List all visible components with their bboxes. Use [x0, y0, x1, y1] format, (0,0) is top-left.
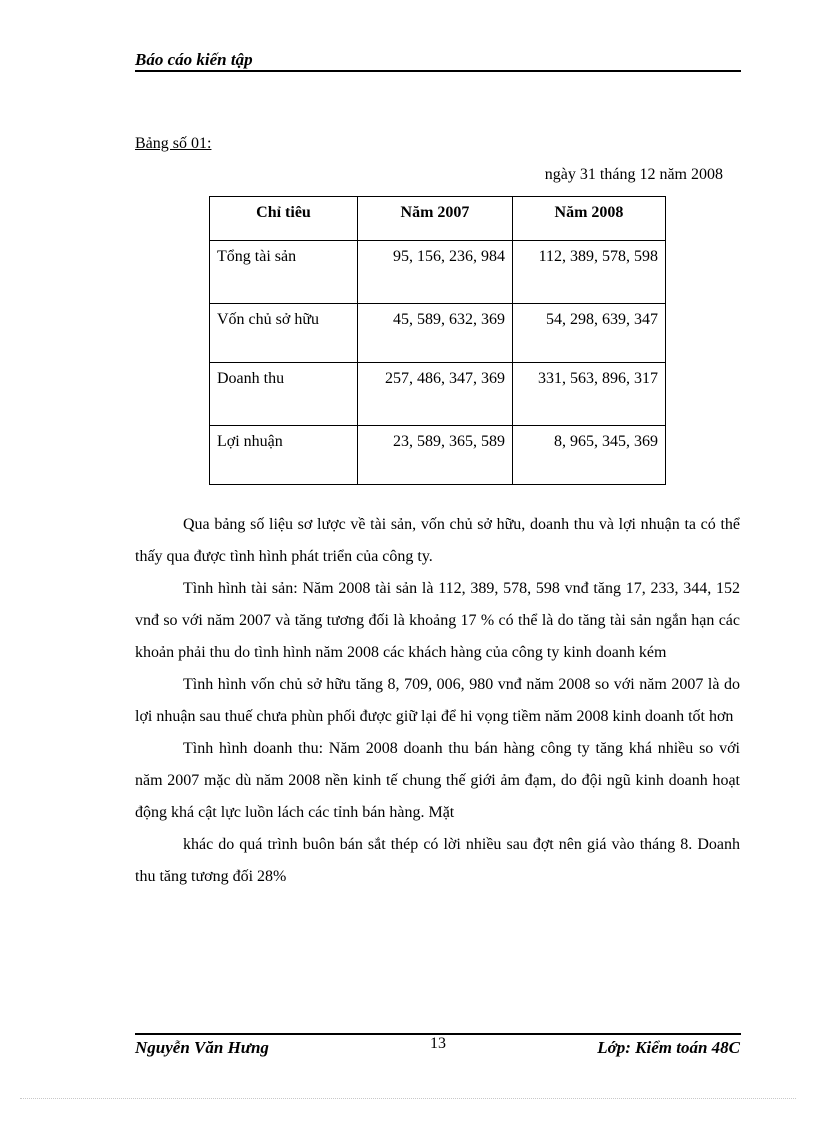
table-row — [210, 426, 666, 485]
column-header-2007: Năm 2007 — [358, 197, 513, 241]
value-2008: 331, 563, 896, 317 — [513, 363, 666, 426]
value-2008: 112, 389, 578, 598 — [513, 241, 666, 304]
footer-class: Lớp: Kiểm toán 48C — [597, 1038, 740, 1057]
page-edge-divider — [20, 1098, 796, 1099]
paragraph: Tình hình tài sản: Năm 2008 tài sản là 112, 389, 578, 598 vnđ tăng 17, 233, 344, 152 vnđ so với năm 2007 và tăng tương đối là khoảng 17 % có thể là do tăng tài sản ngắn hạn các khoản phải thu do tình hình năm 2008 các khách hàng của công ty kinh doanh kém — [135, 580, 740, 661]
paragraph: Tình hình vốn chủ sở hữu tăng 8, 709, 006, 980 vnđ năm 2008 so với năm 2007 là do lợi nhuận sau thuế chưa phùn phối được giữ lại để hi vọng tiềm năm 2008 kinh doanh tốt hơn — [135, 676, 740, 725]
table-caption: Bảng số 01: — [135, 135, 212, 152]
page-header-title: Báo cáo kiến tập — [135, 50, 253, 69]
value-2008: 8, 965, 345, 369 — [513, 426, 666, 485]
footer-author: Nguyễn Văn Hưng — [135, 1038, 269, 1057]
page-number: 13 — [430, 1035, 446, 1052]
row-label: Tổng tài sản — [210, 241, 358, 304]
column-header-2008: Năm 2008 — [513, 197, 666, 241]
row-label: Lợi nhuận — [210, 426, 358, 485]
row-label: Vốn chủ sở hữu — [210, 304, 358, 363]
table-row — [210, 241, 666, 304]
row-label: Doanh thu — [210, 363, 358, 426]
table-header-row — [210, 197, 666, 241]
value-2007: 23, 589, 365, 589 — [358, 426, 513, 485]
table-row — [210, 304, 666, 363]
value-2007: 95, 156, 236, 984 — [358, 241, 513, 304]
value-2007: 257, 486, 347, 369 — [358, 363, 513, 426]
paragraph: Tình hình doanh thu: Năm 2008 doanh thu bán hàng công ty tăng khá nhiều so với năm 2007 mặc dù năm 2008 nền kinh tế chung thế giới ảm đạm, do đội ngũ kinh doanh hoạt động khá cật lực luồn lách các tỉnh bán hàng. Mặt — [135, 740, 740, 821]
header-divider — [135, 70, 741, 72]
value-2008: 54, 298, 639, 347 — [513, 304, 666, 363]
table-date: ngày 31 tháng 12 năm 2008 — [544, 166, 723, 183]
value-2007: 45, 589, 632, 369 — [358, 304, 513, 363]
body-text — [135, 509, 740, 893]
summary-table — [209, 196, 666, 485]
paragraph: Qua bảng số liệu sơ lược về tài sản, vốn chủ sở hữu, doanh thu và lợi nhuận ta có thể thấy qua được tình hình phát triển của công ty. — [135, 516, 740, 565]
table-row — [210, 363, 666, 426]
column-header-indicator: Chỉ tiêu — [210, 197, 358, 241]
paragraph: khác do quá trình buôn bán sắt thép có lời nhiều sau đợt nên giá vào tháng 8. Doanh thu tăng tương đối 28% — [135, 836, 740, 885]
